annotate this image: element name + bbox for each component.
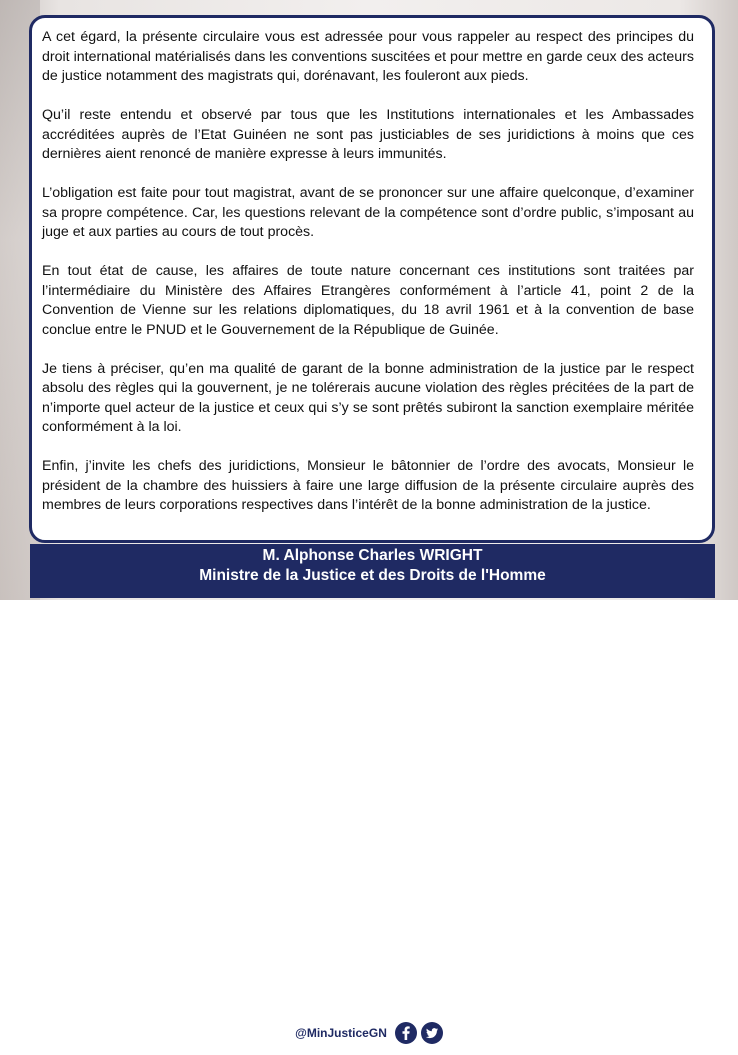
paragraph-1: A cet égard, la présente circulaire vous est adressée pour vous rappeler au respect des principes du droit international matérialisés dans les conventions suscitées et pour mettre en garde ceux des acteurs de justice notamment des magistrats qui, dorénavant, les fouleront aux pieds. [42,29,694,84]
paragraph-2: Qu’il reste entendu et observé par tous que les Institutions internationales et les Ambassades accréditées auprès de l’Etat Guinéen ne sont pas justiciables de ses juridictions à moins que ces dernières aient renoncé de manière expresse à leurs immunités. [42,107,694,162]
paragraph-5: Je tiens à préciser, qu’en ma qualité de garant de la bonne administration de la justice par le respect absolu des règles qui la gouvernent, je ne tolérerais aucune violation des règles précitées de la part de n’importe quel acteur de la justice et ceux qui s’y se sont prêtés subiront la sanction exemplaire méritée conformément à la loi. [42,360,694,435]
signatory-name: M. Alphonse Charles WRIGHT [262,547,483,564]
paragraph-3: L’obligation est faite pour tout magistrat, avant de se prononcer sur une affaire quelconque, d’examiner sa propre compétence. Car, les questions relevant de la compétence sont d’ordre public, s’imposant au juge et aux parties au cours de tout procès. [42,185,694,240]
paragraph-6: Enfin, j’invite les chefs des juridictions, Monsieur le bâtonnier de l’ordre des avocats, Monsieur le président de la chambre des huissiers à faire une large diffusion de la présente circulaire auprès des membres de leurs corporations respectives dans l’intérêt de la bonne administration de la justice. [42,458,694,513]
paragraph-4: En tout état de cause, les affaires de toute nature concernant ces institutions sont traitées par l’intermédiaire du Ministère des Affaires Etrangères conformément à l’article 41, point 2 de la Convention de Vienne sur les relations diplomatiques, du 18 avril 1961 et à la convention de base conclue entre le PNUD et le Gouvernement de la République de Guinée. [42,263,694,338]
social-handle[interactable]: @MinJusticeGN [295,1026,387,1040]
twitter-icon[interactable] [421,1022,443,1044]
footer [0,1020,738,1046]
facebook-icon[interactable] [395,1022,417,1044]
signature-band [30,544,715,598]
circular-text-box [29,15,715,543]
signatory-title: Ministre de la Justice et des Droits de l'Homme [199,567,546,584]
